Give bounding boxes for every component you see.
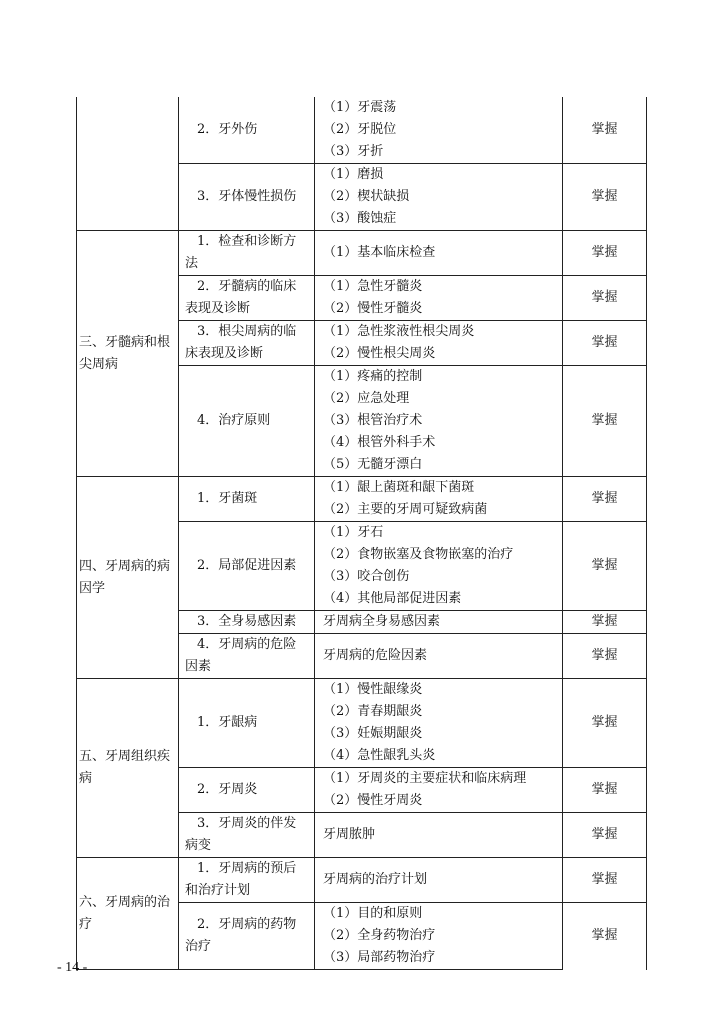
list-item: （1）疼痛的控制	[323, 369, 423, 384]
list-item: （2）全身药物治疗	[323, 928, 436, 943]
unit-cell: 2．局部促进因素	[179, 522, 315, 611]
table-row	[77, 858, 647, 903]
list-item: （2）牙脱位	[323, 122, 397, 137]
level-cell: 掌握	[563, 903, 647, 970]
items-cell	[315, 164, 563, 231]
items-cell	[315, 858, 563, 903]
items-cell	[315, 321, 563, 366]
list-item: （1）牙周炎的主要症状和临床病理	[323, 771, 527, 786]
items-cell	[315, 276, 563, 321]
items-cell	[315, 634, 563, 679]
unit-cell: 2．牙髓病的临床表现及诊断	[179, 276, 315, 321]
list-item: （4）其他局部促进因素	[323, 591, 462, 606]
unit-cell: 3．根尖周病的临床表现及诊断	[179, 321, 315, 366]
table-row	[77, 97, 647, 164]
level-cell: 掌握	[563, 366, 647, 477]
list-item: （3）咬合创伤	[323, 569, 410, 584]
list-item: （4）急性龈乳头炎	[323, 748, 436, 763]
items-cell	[315, 231, 563, 276]
list-item: （3）根管治疗术	[323, 413, 423, 428]
unit-cell: 1．检查和诊断方法	[179, 231, 315, 276]
section-title-cell: 六、牙周病的治疗	[77, 858, 179, 970]
section-title-cell: 三、牙髓病和根尖周病	[77, 231, 179, 477]
items-cell	[315, 522, 563, 611]
list-item: （2）主要的牙周可疑致病菌	[323, 502, 488, 517]
list-item: 牙周病的危险因素	[323, 648, 428, 663]
section-title-cell	[77, 97, 179, 231]
list-item: （2）慢性牙周炎	[323, 793, 423, 808]
list-item: 牙周脓肿	[323, 827, 376, 842]
level-cell: 掌握	[563, 858, 647, 903]
list-item: （2）应急处理	[323, 391, 410, 406]
unit-cell: 1．牙菌斑	[179, 477, 315, 522]
list-item: （1）龈上菌斑和龈下菌斑	[323, 480, 475, 495]
level-cell: 掌握	[563, 477, 647, 522]
unit-cell: 1．牙龈病	[179, 679, 315, 768]
unit-cell: 1．牙周病的预后和治疗计划	[179, 858, 315, 903]
list-item: （5）无髓牙漂白	[323, 457, 423, 472]
page-number: - 14 -	[57, 960, 88, 975]
items-cell	[315, 611, 563, 634]
items-cell	[315, 813, 563, 858]
list-item: （1）磨损	[323, 167, 384, 182]
table-row	[77, 477, 647, 522]
level-cell: 掌握	[563, 611, 647, 634]
unit-cell: 3．牙体慢性损伤	[179, 164, 315, 231]
unit-cell: 2．牙外伤	[179, 97, 315, 164]
unit-cell: 3．全身易感因素	[179, 611, 315, 634]
unit-cell: 4．牙周病的危险因素	[179, 634, 315, 679]
items-cell	[315, 903, 563, 970]
unit-cell: 4．治疗原则	[179, 366, 315, 477]
level-cell: 掌握	[563, 97, 647, 164]
list-item: （2）青春期龈炎	[323, 704, 423, 719]
list-item: （2）慢性牙髓炎	[323, 301, 423, 316]
items-cell	[315, 768, 563, 813]
level-cell: 掌握	[563, 634, 647, 679]
table-row	[77, 231, 647, 276]
list-item: （1）牙震荡	[323, 100, 397, 115]
items-cell	[315, 97, 563, 164]
section-title-cell: 四、牙周病的病因学	[77, 477, 179, 679]
items-cell	[315, 366, 563, 477]
list-item: （1）目的和原则	[323, 906, 423, 921]
level-cell: 掌握	[563, 321, 647, 366]
level-cell: 掌握	[563, 813, 647, 858]
table-row	[77, 679, 647, 768]
unit-cell: 3．牙周炎的伴发病变	[179, 813, 315, 858]
list-item: （3）牙折	[323, 144, 384, 159]
syllabus-table	[76, 97, 647, 970]
list-item: （1）基本临床检查	[323, 245, 436, 260]
section-title-cell: 五、牙周组织疾病	[77, 679, 179, 858]
list-item: （1）慢性龈缘炎	[323, 682, 423, 697]
unit-cell: 2．牙周炎	[179, 768, 315, 813]
list-item: （3）局部药物治疗	[323, 950, 436, 965]
list-item: （4）根管外科手术	[323, 435, 436, 450]
level-cell: 掌握	[563, 679, 647, 768]
level-cell: 掌握	[563, 768, 647, 813]
list-item: （2）食物嵌塞及食物嵌塞的治疗	[323, 547, 514, 562]
list-item: （1）牙石	[323, 525, 384, 540]
items-cell	[315, 679, 563, 768]
list-item: （3）妊娠期龈炎	[323, 726, 423, 741]
unit-cell: 2．牙周病的药物治疗	[179, 903, 315, 970]
list-item: 牙周病的治疗计划	[323, 872, 428, 887]
level-cell: 掌握	[563, 231, 647, 276]
list-item: （1）急性牙髓炎	[323, 279, 423, 294]
level-cell: 掌握	[563, 522, 647, 611]
items-cell	[315, 477, 563, 522]
level-cell: 掌握	[563, 164, 647, 231]
list-item: （2）慢性根尖周炎	[323, 346, 436, 361]
list-item: 牙周病全身易感因素	[323, 614, 441, 629]
level-cell: 掌握	[563, 276, 647, 321]
list-item: （1）急性浆液性根尖周炎	[323, 324, 475, 339]
list-item: （2）楔状缺损	[323, 189, 410, 204]
list-item: （3）酸蚀症	[323, 211, 397, 226]
